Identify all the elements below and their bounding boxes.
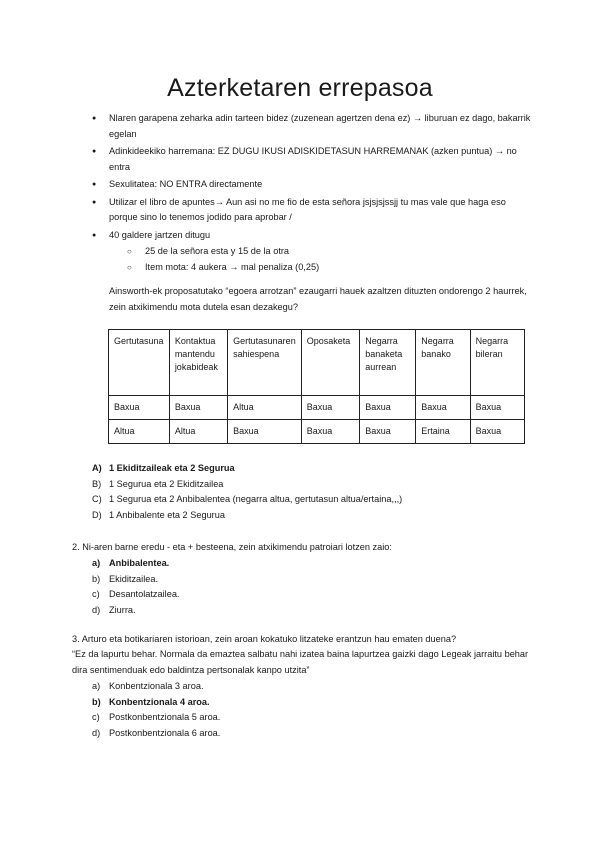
table-header: Negarra banako: [416, 330, 470, 396]
answer-option: D) 1 Anbibalente eta 2 Segurua: [92, 509, 225, 520]
answer-option: C) 1 Segurua eta 2 Anbibalentea (negarra altua, gertutasun altua/ertaina,,,): [92, 494, 403, 504]
answer-option: c) Postkonbentzionala 5 aroa.: [92, 712, 221, 722]
answer-option: c) Desantolatzailea.: [92, 589, 180, 599]
table-cell: Baxua: [109, 396, 170, 420]
question3-options: [92, 679, 220, 741]
table-header-row: [109, 330, 525, 396]
table-cell: Altua: [169, 420, 227, 444]
answer-option: B) 1 Segurua eta 2 Ekiditzailea: [92, 478, 224, 489]
table-cell: Baxua: [360, 396, 416, 420]
note-item: ● Sexulitatea: NO ENTRA directamente: [92, 177, 532, 193]
table-header: Negarra banaketa aurrean: [360, 330, 416, 396]
answer-option: a) Anbibalentea.: [92, 558, 170, 568]
table-cell: Baxua: [301, 420, 360, 444]
question3-quote: “Ez da lapurtu behar. Normala da emaztea salbatu nahi izatea baina lapurtzea gaizki dago Legeak jarraitu behar dira sentimenduak edo baldintza pertsonalak kanpo utzita”: [72, 649, 529, 675]
notes-list: [92, 111, 532, 277]
sub-note-item: ○ Item mota: 4 aukera → mal penaliza (0,25): [127, 260, 532, 276]
sub-note-item: ○ 25 de la señora esta y 15 de la otra: [127, 244, 532, 260]
question1-intro: Ainsworth-ek proposatutako “egoera arrotzan” ezaugarri hauek azaltzen dituzten ondorengo 2 haurrek, zein atxikimendu mota dutela esan dezakegu?: [109, 286, 527, 312]
answer-option: b) Konbentzionala 4 aroa.: [92, 696, 210, 707]
attachment-table: [108, 329, 525, 444]
table-row: [109, 396, 525, 420]
question1-options: [92, 461, 402, 523]
table-cell: Ertaina: [416, 420, 470, 444]
table-cell: Baxua: [360, 420, 416, 444]
table-header: Oposaketa: [301, 330, 360, 396]
answer-option: d) Postkonbentzionala 6 aroa.: [92, 727, 221, 738]
answer-option: d) Ziurra.: [92, 604, 136, 615]
table-cell: Baxua: [470, 396, 524, 420]
table-cell: Altua: [109, 420, 170, 444]
table-cell: Baxua: [228, 420, 302, 444]
note-item: ● Nlaren garapena zeharka adin tarteen bidez (zuzenean agertzen dena ez) → liburuan ez dago, bakarrik egelan: [92, 111, 532, 142]
answer-option: a) Konbentzionala 3 aroa.: [92, 681, 204, 691]
question3-text: 3. Arturo eta botikariaren istorioan, zein aroan kokatuko litzateke erantzun hau ematen duena?: [72, 634, 457, 644]
table-row: [109, 420, 525, 444]
table-header: Gertutasuna: [109, 330, 170, 396]
table-cell: Baxua: [301, 396, 360, 420]
table-cell: Baxua: [470, 420, 524, 444]
answer-option: A) 1 Ekiditzaileak eta 2 Segurua: [92, 463, 235, 473]
table-header: Gertutasunaren sahiespena: [228, 330, 302, 396]
page-title: Azterketaren errepasoa: [167, 74, 433, 102]
question2-text: 2. Ni-aren barne eredu - eta + besteena, zein atxikimendu patroiari lotzen zaio:: [72, 542, 392, 552]
question2-options: [92, 556, 179, 618]
table-cell: Baxua: [169, 396, 227, 420]
answer-option: b) Ekiditzailea.: [92, 573, 159, 584]
table-cell: Altua: [228, 396, 302, 420]
sub-notes-list: [109, 244, 532, 275]
note-item: ● 40 galdere jartzen ditugu ○ 25 de la señora esta y 15 de la otra ○ Item mota: 4 aukera → mal penaliza (0,25): [92, 228, 532, 276]
table-header: Kontaktua mantendu jokabideak: [169, 330, 227, 396]
note-item: ● Utilizar el libro de apuntes→ Aun asi no me fio de esta señora jsjsjsjssjj tu mas vale que haga eso porque sino lo tenemos jodido para aprobar /: [92, 195, 532, 226]
note-item: ● Adinkideekiko harremana: EZ DUGU IKUSI ADISKIDETASUN HARREMANAK (azken puntua) → no entra: [92, 144, 532, 175]
table-header: Negarra bileran: [470, 330, 524, 396]
table-cell: Baxua: [416, 396, 470, 420]
